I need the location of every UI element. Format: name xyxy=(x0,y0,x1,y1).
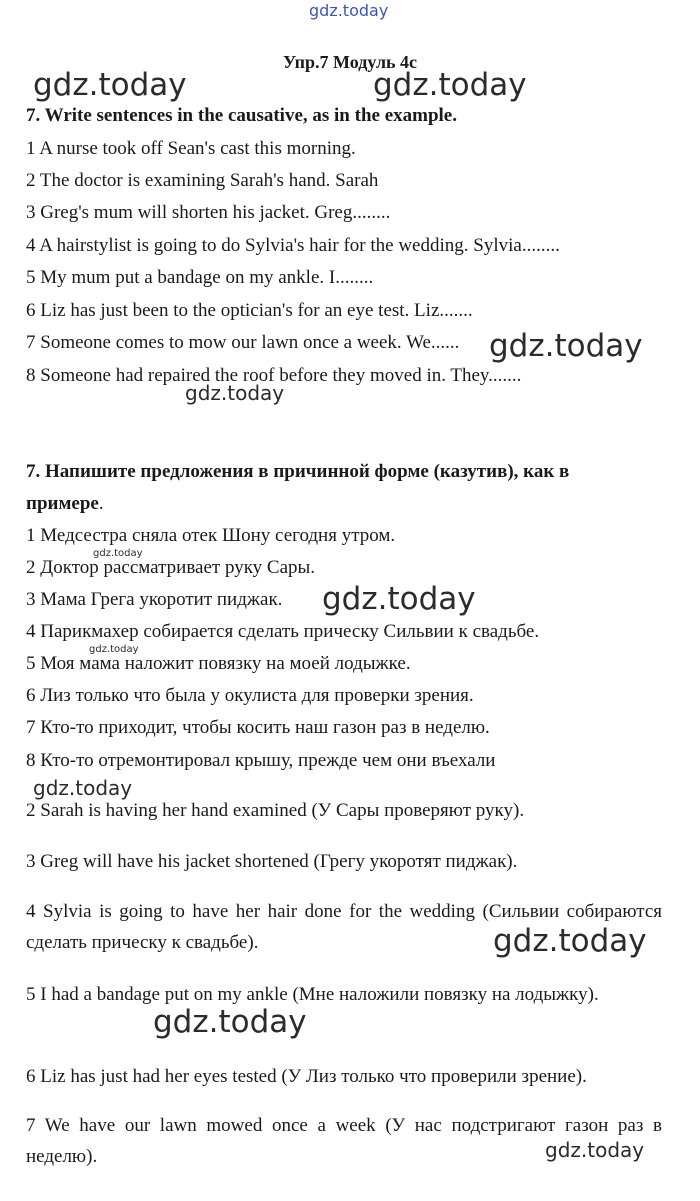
watermark: gdz.today xyxy=(33,67,187,103)
answer-2: 2 Sarah is having her hand examined (У Сары проверяют руку). xyxy=(26,800,525,821)
russian-item-5: 5 Моя мама наложит повязку на моей лодыжке. xyxy=(26,653,411,674)
answer-7: 7 We have our lawn mowed once a week (У нас подстригают газон раз в неделю). xyxy=(26,1115,662,1167)
watermark: gdz.today xyxy=(322,581,476,617)
english-item-5: 5 My mum put a bandage on my ankle. I........ xyxy=(26,267,374,288)
english-item-3: 3 Greg's mum will shorten his jacket. Greg........ xyxy=(26,202,391,223)
english-item-1: 1 A nurse took off Sean's cast this morning. xyxy=(26,138,356,159)
answer-6: 6 Liz has just had her eyes tested (У Лиз только что проверили зрение). xyxy=(26,1066,587,1087)
answer-4: 4 Sylvia is going to have her hair done for the wedding (Сильвии собираются сделать прическу к свадьбе). xyxy=(26,901,662,953)
answer-5: 5 I had a bandage put on my ankle (Мне наложили повязку на лодыжку). xyxy=(26,984,599,1005)
watermark: gdz.today xyxy=(373,67,527,103)
russian-item-6: 6 Лиз только что была у окулиста для проверки зрения. xyxy=(26,685,474,706)
watermark: gdz.today xyxy=(89,644,139,655)
russian-heading-word: примере xyxy=(26,493,99,514)
watermark: gdz.today xyxy=(93,548,143,559)
russian-exercise-heading-line1: 7. Напишите предложения в причинной форме (казутив), как в xyxy=(26,461,570,482)
answer-3: 3 Greg will have his jacket shortened (Грегу укоротят пиджак). xyxy=(26,851,518,872)
russian-item-7: 7 Кто-то приходит, чтобы косить наш газон раз в неделю. xyxy=(26,717,490,738)
russian-item-2: 2 Доктор рассматривает руку Сары. xyxy=(26,557,316,578)
watermark: gdz.today xyxy=(545,1138,645,1162)
watermark: gdz.today xyxy=(33,776,133,800)
watermark-top: gdz.today xyxy=(309,1,389,20)
watermark: gdz.today xyxy=(493,923,647,959)
russian-heading-period: . xyxy=(98,493,104,514)
english-item-2: 2 The doctor is examining Sarah's hand. Sarah xyxy=(26,170,379,191)
english-exercise-heading: 7. Write sentences in the causative, as in the example. xyxy=(26,105,457,126)
english-item-6: 6 Liz has just been to the optician's for an eye test. Liz....... xyxy=(26,300,473,321)
russian-item-3: 3 Мама Грега укоротит пиджак. xyxy=(26,589,283,610)
watermark: gdz.today xyxy=(489,328,643,364)
english-item-4: 4 A hairstylist is going to do Sylvia's hair for the wedding. Sylvia........ xyxy=(26,235,560,256)
watermark: gdz.today xyxy=(185,381,285,405)
russian-item-8: 8 Кто-то отремонтировал крышу, прежде чем они въехали xyxy=(26,750,496,771)
watermark: gdz.today xyxy=(153,1004,307,1040)
russian-item-1: 1 Медсестра сняла отек Шону сегодня утром. xyxy=(26,525,396,546)
russian-item-4: 4 Парикмахер собирается сделать прическу Сильвии к свадьбе. xyxy=(26,621,540,642)
english-item-8: 8 Someone had repaired the roof before they moved in. They....... xyxy=(26,365,522,386)
english-item-7: 7 Someone comes to mow our lawn once a week. We...... xyxy=(26,332,460,353)
russian-exercise-heading-line2 xyxy=(26,492,104,516)
page-title: Упр.7 Модуль 4с xyxy=(282,52,418,72)
